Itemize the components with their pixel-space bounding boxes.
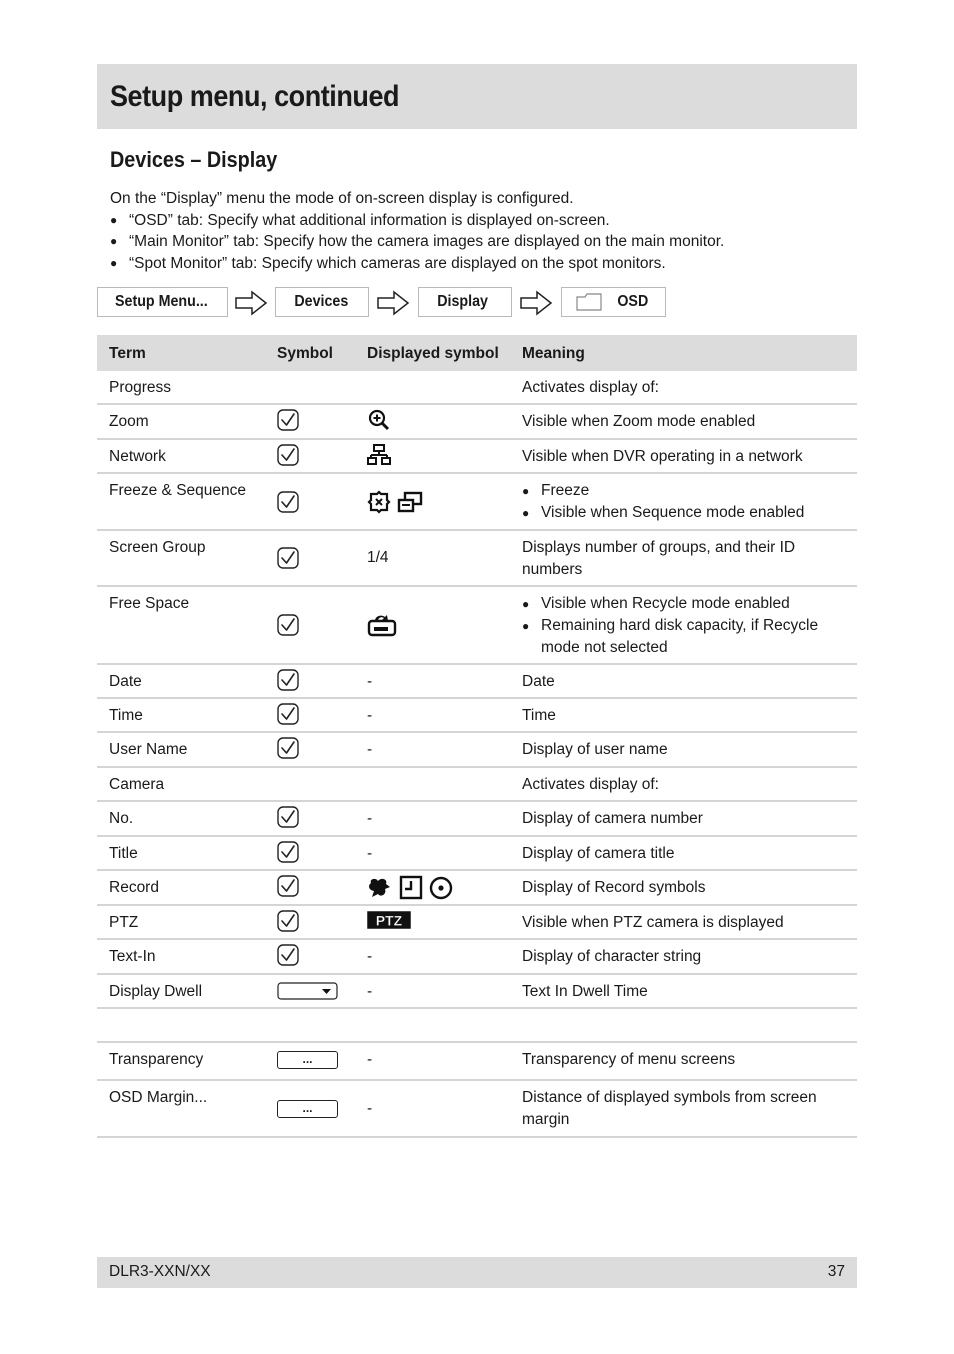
term-cell: Title — [109, 845, 138, 862]
bullet-spot-monitor: ● “Spot Monitor” tab: Specify which cameras are displayed on the spot monitors. — [110, 253, 724, 275]
table-row — [97, 871, 857, 906]
symbol-cell — [277, 491, 299, 513]
arrow-right-icon — [376, 290, 410, 316]
arrow-right-icon — [519, 290, 553, 316]
term-cell: Free Space — [109, 595, 190, 612]
sequence-icon — [399, 493, 421, 511]
symbol-cell — [277, 806, 299, 828]
displayed-symbol-cell: 1/4 — [367, 549, 389, 566]
ellipsis-button[interactable]: ... — [277, 1051, 338, 1069]
symbol-cell — [277, 944, 299, 966]
osd-settings-table — [97, 335, 857, 1138]
table-row — [97, 768, 857, 802]
section-heading: Devices – Display — [110, 147, 278, 172]
header-symbol: Symbol — [277, 345, 333, 362]
checkbox-icon[interactable] — [277, 806, 299, 828]
term-cell: Zoom — [109, 413, 149, 430]
footer-model: DLR3-XXN/XX — [109, 1263, 211, 1280]
meaning-cell: Displays number of groups, and their ID numbers — [522, 539, 796, 578]
displayed-symbol-cell — [367, 613, 397, 644]
meaning-cell: Display of camera number — [522, 810, 703, 827]
term-cell: Screen Group — [109, 539, 206, 556]
meaning-cell: Display of Record symbols — [522, 879, 706, 896]
term-cell: Record — [109, 879, 159, 896]
term-cell: Display Dwell — [109, 983, 203, 1000]
displayed-symbol-cell: - — [367, 948, 373, 965]
table-row — [97, 474, 857, 531]
checkbox-icon[interactable] — [277, 547, 299, 569]
meaning-cell: Visible when DVR operating in a network — [522, 448, 803, 465]
term-cell: Time — [109, 707, 143, 724]
folder-tab-icon — [576, 293, 602, 311]
meaning-bullet: ● Freeze — [522, 480, 842, 502]
symbol-cell — [277, 875, 299, 897]
checkbox-icon[interactable] — [277, 409, 299, 431]
displayed-symbol-cell: - — [367, 983, 373, 1000]
table-row — [97, 802, 857, 837]
displayed-symbol-cell — [367, 490, 425, 521]
crumb-setup-menu[interactable]: Setup Menu... — [97, 287, 228, 317]
symbol-cell — [277, 1051, 338, 1069]
crumb-devices[interactable]: Devices — [275, 287, 369, 317]
page-title: Setup menu, continued — [110, 80, 400, 113]
table-row — [97, 906, 857, 940]
checkbox-icon[interactable] — [277, 944, 299, 966]
symbol-cell — [277, 703, 299, 725]
term-cell: User Name — [109, 741, 188, 758]
table-row — [97, 587, 857, 665]
table-header — [97, 335, 857, 371]
symbol-cell — [277, 444, 299, 466]
checkbox-icon[interactable] — [277, 614, 299, 636]
table-row — [97, 1009, 857, 1043]
meaning-cell: Visible when PTZ camera is displayed — [522, 914, 784, 931]
table-row — [97, 665, 857, 699]
meaning-cell — [522, 480, 842, 524]
header-term: Term — [109, 345, 146, 362]
record-icons — [367, 875, 457, 901]
crumb-display[interactable]: Display — [418, 287, 512, 317]
footer — [97, 1257, 857, 1288]
displayed-symbol-cell: - — [367, 1100, 373, 1117]
displayed-symbol-cell — [367, 409, 391, 438]
symbol-cell — [277, 669, 299, 691]
meaning-cell: Activates display of: — [522, 776, 659, 793]
meaning-cell: Text In Dwell Time — [522, 983, 648, 1000]
symbol-cell — [277, 910, 299, 932]
symbol-cell — [277, 409, 299, 431]
table-row — [97, 733, 857, 768]
network-icon — [367, 444, 391, 466]
header-meaning: Meaning — [522, 345, 585, 362]
meaning-cell: Transparency of menu screens — [522, 1051, 736, 1068]
freeze-icon — [369, 492, 389, 512]
ptz-icon — [367, 910, 411, 930]
table-row — [97, 975, 857, 1009]
checkbox-icon[interactable] — [277, 875, 299, 897]
intro-block — [110, 188, 724, 274]
term-cell: Date — [109, 673, 142, 690]
term-cell: Network — [109, 448, 166, 465]
ellipsis-button[interactable]: ... — [277, 1100, 338, 1118]
freeze-sequence-icons — [367, 490, 425, 514]
meaning-bullet: ● Visible when Sequence mode enabled — [522, 502, 842, 524]
table-row — [97, 371, 857, 405]
symbol-cell — [277, 614, 299, 636]
page-number: 37 — [827, 1263, 845, 1280]
meaning-cell: Display of user name — [522, 741, 668, 758]
breadcrumb — [97, 287, 677, 320]
bullet-osd: ● “OSD” tab: Specify what additional information is displayed on-screen. — [110, 210, 724, 232]
dwell-dropdown[interactable] — [277, 981, 339, 1001]
displayed-symbol-cell: - — [367, 845, 373, 862]
displayed-symbol-cell — [367, 875, 457, 908]
meaning-bullet: ● Visible when Recycle mode enabled — [522, 593, 842, 615]
displayed-symbol-cell: - — [367, 673, 373, 690]
table-row — [97, 531, 857, 587]
meaning-cell: Activates display of: — [522, 379, 659, 396]
meaning-cell: Display of character string — [522, 948, 702, 965]
symbol-cell — [277, 1100, 338, 1118]
table-row — [97, 940, 857, 975]
displayed-symbol-cell — [367, 910, 411, 937]
bullet-main-monitor: ● “Main Monitor” tab: Specify how the camera images are displayed on the main monitor. — [110, 231, 724, 253]
symbol-cell — [277, 981, 339, 1008]
symbol-cell — [277, 547, 299, 569]
zoom-icon — [367, 409, 391, 431]
svg-text:PTZ: PTZ — [375, 912, 403, 929]
table-body — [97, 371, 857, 1138]
schedule-record-icon — [401, 877, 421, 898]
term-cell: OSD Margin... — [109, 1089, 208, 1106]
displayed-symbol-cell: - — [367, 1051, 373, 1068]
intro-text: On the “Display” menu the mode of on-screen display is configured. — [110, 190, 574, 207]
displayed-symbol-cell: - — [367, 707, 373, 724]
checkbox-icon[interactable] — [277, 910, 299, 932]
header-displayed-symbol: Displayed symbol — [367, 345, 499, 362]
term-cell: Camera — [109, 776, 165, 793]
term-cell: Transparency — [109, 1051, 204, 1068]
checkbox-icon[interactable] — [277, 444, 299, 466]
term-cell: Progress — [109, 379, 172, 396]
table-row — [97, 837, 857, 871]
displayed-symbol-cell: - — [367, 810, 373, 827]
symbol-cell — [277, 737, 299, 759]
arrow-right-icon — [234, 290, 268, 316]
motion-record-icon — [369, 879, 390, 897]
alarm-record-icon — [431, 878, 451, 898]
meaning-cell: Display of camera title — [522, 845, 675, 862]
table-row — [97, 699, 857, 733]
meaning-cell: Date — [522, 673, 555, 690]
checkbox-icon[interactable] — [277, 737, 299, 759]
meaning-cell: Visible when Zoom mode enabled — [522, 413, 756, 430]
table-row — [97, 405, 857, 440]
recycle-disk-icon — [367, 613, 397, 637]
crumb-osd-tab[interactable]: OSD — [561, 287, 666, 317]
checkbox-icon[interactable] — [277, 491, 299, 513]
meaning-cell: Time — [522, 707, 556, 724]
title-bar — [97, 64, 857, 129]
meaning-cell: Distance of displayed symbols from screen margin — [522, 1089, 817, 1128]
term-cell: No. — [109, 810, 134, 827]
table-row — [97, 440, 857, 474]
displayed-symbol-cell — [367, 444, 391, 473]
term-cell: Freeze & Sequence — [109, 482, 247, 499]
table-row — [97, 1081, 857, 1138]
intro-bullets — [110, 210, 724, 275]
term-cell: Text-In — [109, 948, 156, 965]
meaning-cell — [522, 593, 842, 659]
term-cell: PTZ — [109, 914, 139, 931]
checkbox-icon[interactable] — [277, 703, 299, 725]
displayed-symbol-cell: - — [367, 741, 373, 758]
checkbox-icon[interactable] — [277, 669, 299, 691]
checkbox-icon[interactable] — [277, 841, 299, 863]
table-row — [97, 1043, 857, 1081]
symbol-cell — [277, 841, 299, 863]
meaning-bullet: ● Remaining hard disk capacity, if Recycle mode not selected — [522, 615, 842, 659]
